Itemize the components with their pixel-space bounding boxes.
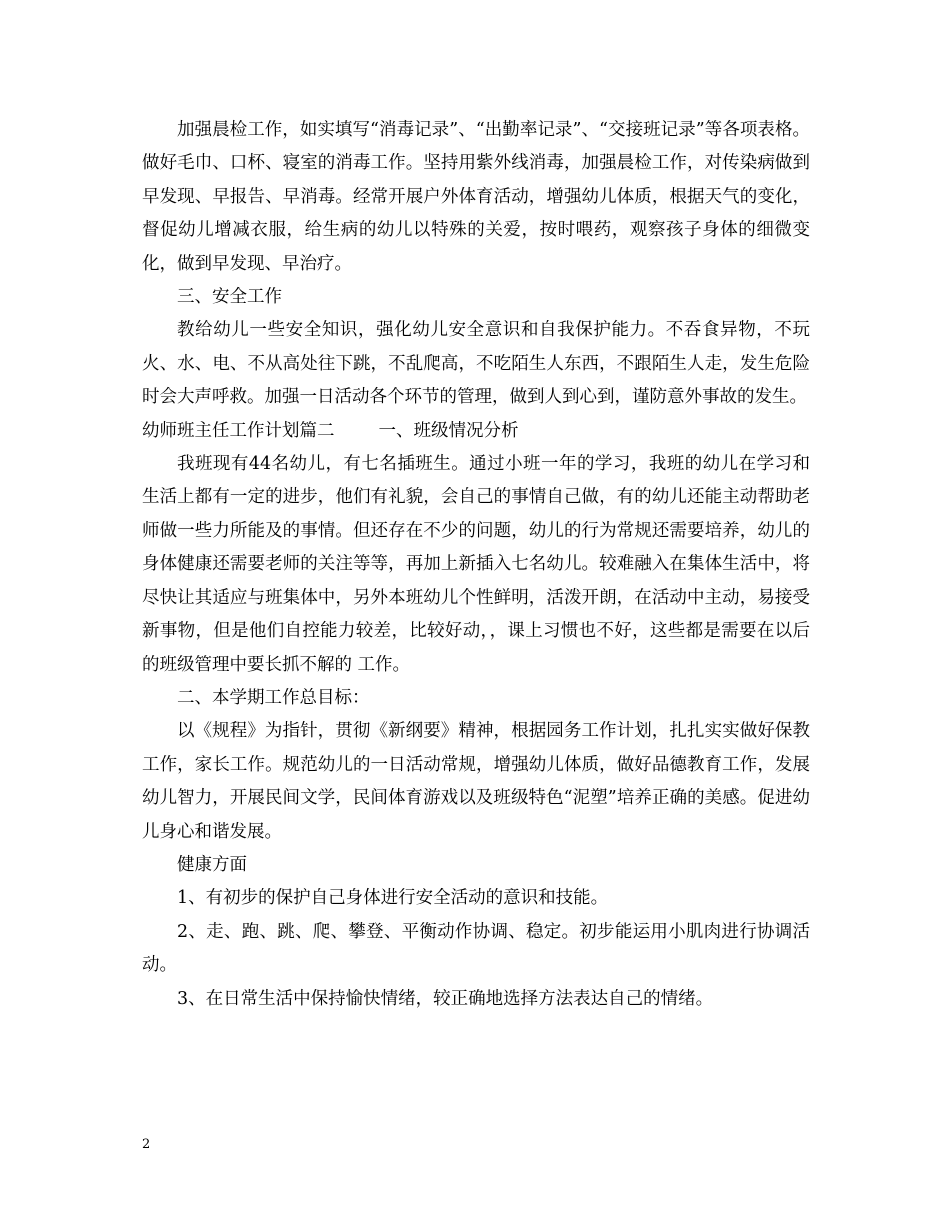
heading-safety-work: 三、安全工作 [177,287,282,308]
page-number: 2 [142,1137,151,1152]
heading-semester-goals: 二、本学期工作总目标： [177,687,370,708]
document-body [142,114,810,1016]
section-subtitle: 一、班级情况分析 [378,420,519,441]
section-title: 幼师班主任工作计划篇二 [142,420,335,441]
list-item-health-1: 1、有初步的保护自己身体进行安全活动的意识和技能。 [177,888,609,909]
section-title-line [142,415,810,448]
list-item-health-2: 2、走、跑、跳、爬、攀登、平衡动作协调、稳定。初步能运用小肌肉进行协调活动。 [142,921,810,976]
paragraph-semester-goals: 以《规程》为指针，贯彻《新纲要》精神，根据园务工作计划，扎扎实实做好保教工作，家长工作。规范幼儿的一日活动常规，增强幼儿体质，做好品德教育工作，发展幼儿智力，开展民间文学，民间体育游戏以及班级特色“泥塑”培养正确的美感。促进幼儿身心和谐发展。 [142,721,810,842]
list-item-health-3: 3、在日常生活中保持愉快情绪，较正确地选择方法表达自己的情绪。 [177,988,714,1009]
paragraph-safety: 教给幼儿一些安全知识，强化幼儿安全意识和自我保护能力。不吞食异物，不玩火、水、电、不从高处往下跳，不乱爬高，不吃陌生人东西，不跟陌生人走，发生危险时会大声呼救。加强一日活动各个环节的管理，做到人到心到，谨防意外事故的发生。 [142,320,810,408]
heading-health: 健康方面 [177,854,247,875]
paragraph-class-analysis: 我班现有44名幼儿，有七名插班生。通过小班一年的学习，我班的幼儿在学习和生活上都有一定的进步，他们有礼貌，会自己的事情自己做，有的幼儿还能主动帮助老师做一些力所能及的事情。但还存在不少的问题，幼儿的行为常规还需要培养，幼儿的身体健康还需要老师的关注等等，再加上新插入七名幼儿。较难融入在集体生活中，将尽快让其适应与班集体中，另外本班幼儿个性鲜明，活泼开朗，在活动中主动，易接受新事物，但是他们自控能力较差，比较好动，，课上习惯也不好，这些都是需要在以后的班级管理中要长抓不解的 工作。 [142,454,810,675]
paragraph-health-hygiene: 加强晨检工作，如实填写“消毒记录”、“出勤率记录”、“交接班记录”等各项表格。做好毛巾、口杯、寝室的消毒工作。坚持用紫外线消毒，加强晨检工作，对传染病做到早发现、早报告、早消毒。经常开展户外体育活动，增强幼儿体质，根据天气的变化，督促幼儿增减衣服，给生病的幼儿以特殊的关爱，按时喂药，观察孩子身体的细微变化，做到早发现、早治疗。 [142,120,810,274]
